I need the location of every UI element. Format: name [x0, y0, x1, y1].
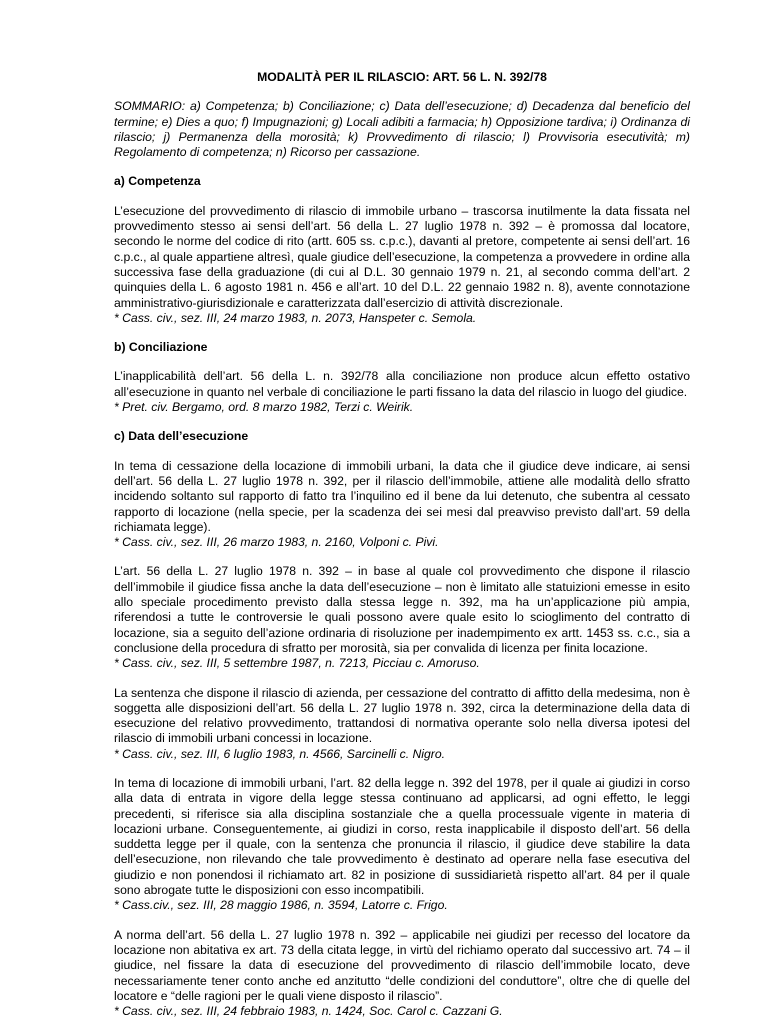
- document-title: MODALITÀ PER IL RILASCIO: ART. 56 L. N. 392/78: [257, 70, 547, 84]
- paragraph: L’esecuzione del provvedimento di rilascio di immobile urbano – trascorsa inutilmente la data fissata nel provvedimento stesso ai sensi dell’art. 56 della L. 27 luglio 1978 n. 392 – è promossa dal locatore, secondo le norme del codice di rito (artt. 605 ss. c.p.c.), davanti al pretore, competente ai sensi dell’art. 16 c.p.c., al quale appartiene altresì, quale giudice dell’esecuzione, la competenza a provvedere in ordine alla successiva fase della graduazione (di cui al D.L. 30 gennaio 1979 n. 21, al secondo comma dell’art. 2 quinquies della L. 6 agosto 1981 n. 456 e all’art. 10 del D.L. 22 gennaio 1982 n. 8), avente connotazione amministrativo-giurisdizionale e caratterizzata dall’esercizio di attività discrezionale.: [114, 203, 690, 310]
- paragraph: In tema di cessazione della locazione di immobili urbani, la data che il giudice deve indicare, ai sensi dell’art. 56 della L. 27 luglio 1978 n. 392, per il rilascio dell’immobile, attiene alle modalità dello sfratto incidendo soltanto sul rapporto di fatto tra l’inquilino ed il bene da lui detenuto, che subentra al cessato rapporto di locazione (nella specie, per la scadenza dei sei mesi dal preavviso previsto dall’art. 59 della richiamata legge).: [114, 458, 690, 534]
- paragraph: In tema di locazione di immobili urbani, l’art. 82 della legge n. 392 del 1978, per il quale ai giudizi in corso alla data di entrata in vigore della legge stessa continuano ad applicarsi, ad ogni effetto, le leggi precedenti, si riferisce sia alla disciplina sostanziale che a quella processuale vigente in materia di locazioni urbane. Conseguentemente, ai giudizi in corso, resta inapplicabile il disposto dell’art. 56 della suddetta legge per il quale, con la sentenza che pronuncia il rilascio, il giudice deve stabilire la data dell’esecuzione, non rilevando che tale provvedimento è destinato ad operare nella fase esecutiva del giudizio e non ponendosi il richiamato art. 82 in posizione di sussidiarietà rispetto all’art. 84 per il quale sono abrogate tutte le disposizioni con esso incompatibili.: [114, 775, 690, 898]
- citation: * Cass. civ., sez. III, 5 settembre 1987, n. 7213, Picciau c. Amoruso.: [114, 656, 480, 671]
- citation: * Cass. civ., sez. III, 26 marzo 1983, n. 2160, Volponi c. Pivi.: [114, 535, 439, 550]
- section-heading-competenza: a) Competenza: [114, 174, 201, 189]
- section-heading-data-esecuzione: c) Data dell’esecuzione: [114, 429, 249, 444]
- paragraph: La sentenza che dispone il rilascio di azienda, per cessazione del contratto di affitto della medesima, non è soggetta alle disposizioni dell’art. 56 della L. 27 luglio 1978 n. 392, circa la determinazione della data di esecuzione del relativo provvedimento, trattandosi di normativa operante solo nella diversa ipotesi del rilascio di immobili urbani concessi in locazione.: [114, 685, 690, 746]
- section-heading-conciliazione: b) Conciliazione: [114, 340, 208, 355]
- citation: * Pret. civ. Bergamo, ord. 8 marzo 1982, Terzi c. Weirik.: [114, 400, 414, 415]
- paragraph: L’inapplicabilità dell’art. 56 della L. n. 392/78 alla conciliazione non produce alcun effetto ostativo all’esecuzione in quanto nel verbale di conciliazione le parti fissano la data del rilascio in luogo del giudice.: [114, 369, 690, 399]
- citation: * Cass. civ., sez. III, 6 luglio 1983, n. 4566, Sarcinelli c. Nigro.: [114, 746, 446, 761]
- citation: * Cass. civ., sez. III, 24 marzo 1983, n. 2073, Hanspeter c. Semola.: [114, 310, 477, 325]
- citation: * Cass.civ., sez. III, 28 maggio 1986, n. 3594, Latorre c. Frigo.: [114, 898, 448, 913]
- citation: * Cass. civ., sez. III, 24 febbraio 1983, n. 1424, Soc. Carol c. Cazzani G.: [114, 1004, 503, 1019]
- summary: SOMMARIO: a) Competenza; b) Conciliazione; c) Data dell’esecuzione; d) Decadenza dal beneficio del termine; e) Dies a quo; f) Impugnazioni; g) Locali adibiti a farmacia; h) Opposizione tardiva; i) Ordinanza di rilascio; j) Permanenza della morosità; k) Provvedimento di rilascio; l) Provvisoria esecutività; m) Regolamento di competenza; n) Ricorso per cassazione.: [114, 99, 690, 160]
- paragraph: A norma dell’art. 56 della L. 27 luglio 1978 n. 392 – applicabile nei giudizi per recesso del locatore da locazione non abitativa ex art. 73 della citata legge, in virtù del richiamo operato dal successivo art. 74 – il giudice, nel fissare la data di esecuzione del provvedimento di rilascio dell’immobile locato, deve necessariamente tener conto anche ed anzitutto “delle condizioni del conduttore”, oltre che di quelle del locatore e “delle ragioni per le quali viene disposto il rilascio”.: [114, 927, 690, 1003]
- paragraph: L’art. 56 della L. 27 luglio 1978 n. 392 – in base al quale col provvedimento che dispone il rilascio dell’immobile il giudice fissa anche la data dell’esecuzione – non è limitato alle statuizioni emesse in esito allo speciale procedimento previsto dalla stessa legge n. 392, ma ha un’applicazione più ampia, riferendosi a tutte le controversie le quali possono avere quale esito lo scioglimento del contratto di locazione, sia a seguito dell’azione ordinaria di risoluzione per inadempimento ex artt. 1453 ss. c.c., sia a conclusione della procedura di sfratto per morosità, sia per convalida di licenza per finita locazione.: [114, 564, 690, 655]
